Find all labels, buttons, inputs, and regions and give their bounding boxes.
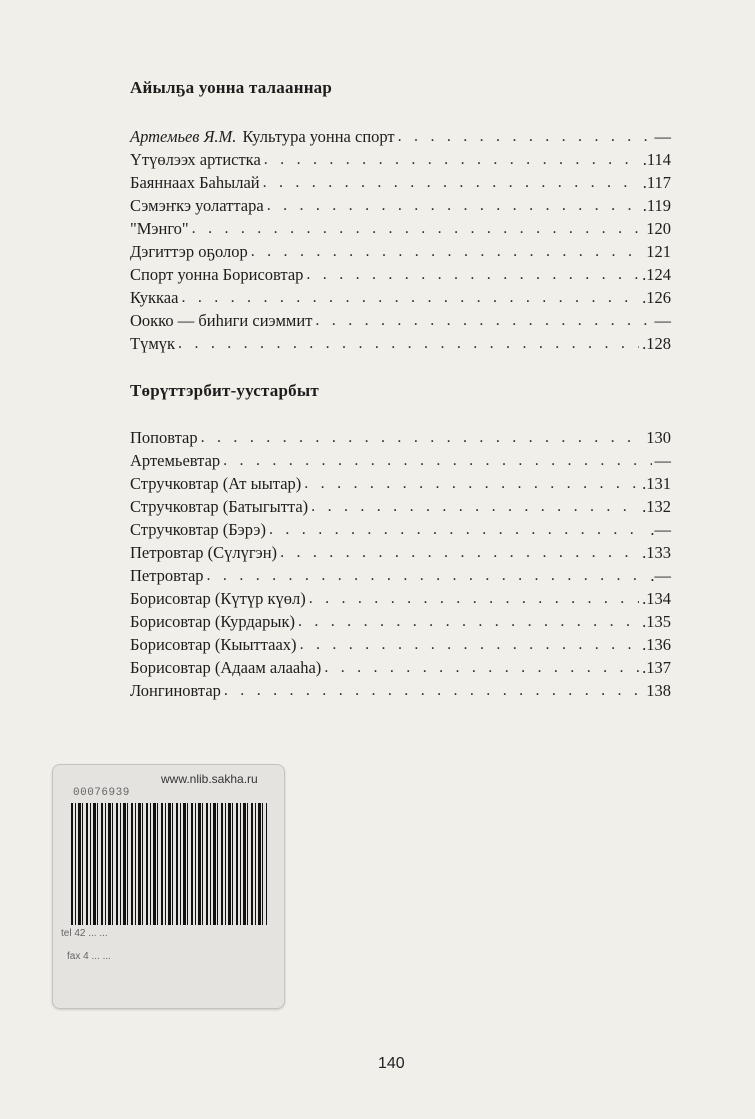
sticker-tel: tel 42 ... ...	[61, 928, 108, 939]
toc-entry	[130, 285, 671, 308]
toc-entry-title: Стручковтар (Ат ыытар)	[130, 474, 302, 493]
sticker-inventory-code: 00076939	[73, 787, 130, 799]
dot-leader	[181, 288, 639, 308]
toc-entry-title: Петровтар	[130, 566, 204, 585]
toc-entry	[130, 331, 671, 354]
dot-leader	[192, 219, 644, 239]
dot-leader	[324, 658, 639, 678]
toc-entry-page: —	[654, 127, 671, 146]
dot-leader	[264, 150, 640, 170]
toc-entry-page: —	[654, 451, 671, 470]
toc-section-1	[130, 124, 671, 354]
dot-leader	[251, 242, 644, 262]
dot-leader	[309, 589, 639, 609]
toc-entry-title: Борисовтар (Кыыттаах)	[130, 635, 297, 654]
dot-leader	[223, 451, 651, 471]
toc-entry-page: 138	[646, 681, 671, 700]
toc-entry-page: .124	[642, 265, 671, 284]
toc-entry	[130, 170, 671, 193]
barcode-icon	[71, 803, 267, 925]
toc-entry	[130, 471, 671, 494]
toc-entry-page: .134	[642, 589, 671, 608]
toc-entry-page: .—	[650, 566, 671, 585]
sticker-fax: fax 4 ... ...	[67, 951, 111, 962]
dot-leader	[311, 497, 639, 517]
toc-entry-title: Түмүк	[130, 334, 176, 353]
toc-entry-page: .132	[642, 497, 671, 516]
toc-entry-title: Культура уонна спорт	[242, 127, 395, 146]
dot-leader	[298, 612, 639, 632]
toc-entry	[130, 193, 671, 216]
toc-entry-title: Баяннаах Баһылай	[130, 173, 260, 192]
toc-entry	[130, 147, 671, 170]
toc-entry-title: Стручковтар (Бэрэ)	[130, 520, 266, 539]
toc-entry-title: Сэмэҥкэ уолаттара	[130, 196, 264, 215]
toc-entry-title: Куккаа	[130, 288, 179, 307]
toc-entry-title: Борисовтар (Күтүр күөл)	[130, 589, 306, 608]
sticker-url: www.nlib.sakha.ru	[161, 772, 258, 786]
toc-entry	[130, 308, 671, 331]
dot-leader	[280, 543, 639, 563]
toc-entry-page: 120	[646, 219, 671, 238]
toc-entry	[130, 540, 671, 563]
toc-entry	[130, 448, 671, 471]
toc-entry-author: Артемьев Я.М.	[130, 127, 237, 146]
toc-entry-title: Үтүөлээх артистка	[130, 150, 261, 169]
toc-entry-title: Борисовтар (Адаам алааһа)	[130, 658, 322, 677]
toc-section-2	[130, 425, 671, 701]
dot-leader	[224, 681, 643, 701]
toc-entry-page: .136	[642, 635, 671, 654]
dot-leader	[300, 635, 640, 655]
toc-entry-page: 121	[646, 242, 671, 261]
toc-entry	[130, 586, 671, 609]
toc-entry	[130, 239, 671, 262]
toc-entry-page: —	[654, 311, 671, 330]
dot-leader	[398, 127, 652, 147]
toc-entry	[130, 632, 671, 655]
toc-entry-title: Спорт уонна Борисовтар	[130, 265, 304, 284]
toc-entry	[130, 655, 671, 678]
toc-entry	[130, 216, 671, 239]
toc-entry-title: Оокко — биһиги сиэммит	[130, 311, 313, 330]
dot-leader	[306, 265, 639, 285]
dot-leader	[207, 566, 648, 586]
toc-entry-title: "Мэнго"	[130, 219, 189, 238]
toc-entry-page: .117	[642, 173, 671, 192]
toc-entry	[130, 563, 671, 586]
toc-entry	[130, 678, 671, 701]
section-title-villages-talents: Айылҕа уонна талааннар	[130, 78, 333, 97]
toc-entry-title: Дэгиттэр оҕолор	[130, 242, 248, 261]
toc-entry-page: .128	[642, 334, 671, 353]
toc-entry-title: Борисовтар (Курдарык)	[130, 612, 295, 631]
toc-entry-page: .137	[642, 658, 671, 677]
dot-leader	[304, 474, 639, 494]
toc-entry-page: .114	[642, 150, 671, 169]
toc-entry-page: .131	[642, 474, 671, 493]
section-title-ancestors: Төрүттэрбит-уустарбыт	[130, 381, 319, 400]
page-number: 140	[378, 1055, 405, 1072]
library-barcode-sticker	[52, 764, 285, 1009]
dot-leader	[267, 196, 640, 216]
toc-entry	[130, 124, 671, 147]
toc-entry	[130, 494, 671, 517]
toc-entry	[130, 517, 671, 540]
dot-leader	[269, 520, 647, 540]
toc-entry-page: .133	[642, 543, 671, 562]
toc-entry-page: .—	[650, 520, 671, 539]
dot-leader	[201, 428, 644, 448]
dot-leader	[178, 334, 639, 354]
toc-entry-title: Стручковтар (Батыгытта)	[130, 497, 309, 516]
toc-entry	[130, 262, 671, 285]
toc-entry-title: Артемьевтар	[130, 451, 221, 470]
toc-entry-title: Петровтар (Сүлүгэн)	[130, 543, 278, 562]
toc-entry-page: .126	[642, 288, 671, 307]
dot-leader	[263, 173, 640, 193]
toc-entry-page: 130	[646, 428, 671, 447]
toc-entry-title: Лонгиновтар	[130, 681, 221, 700]
toc-entry-title: Поповтар	[130, 428, 198, 447]
toc-entry-page: .119	[642, 196, 671, 215]
dot-leader	[315, 311, 651, 331]
toc-entry	[130, 425, 671, 448]
toc-entry-page: .135	[642, 612, 671, 631]
toc-entry	[130, 609, 671, 632]
